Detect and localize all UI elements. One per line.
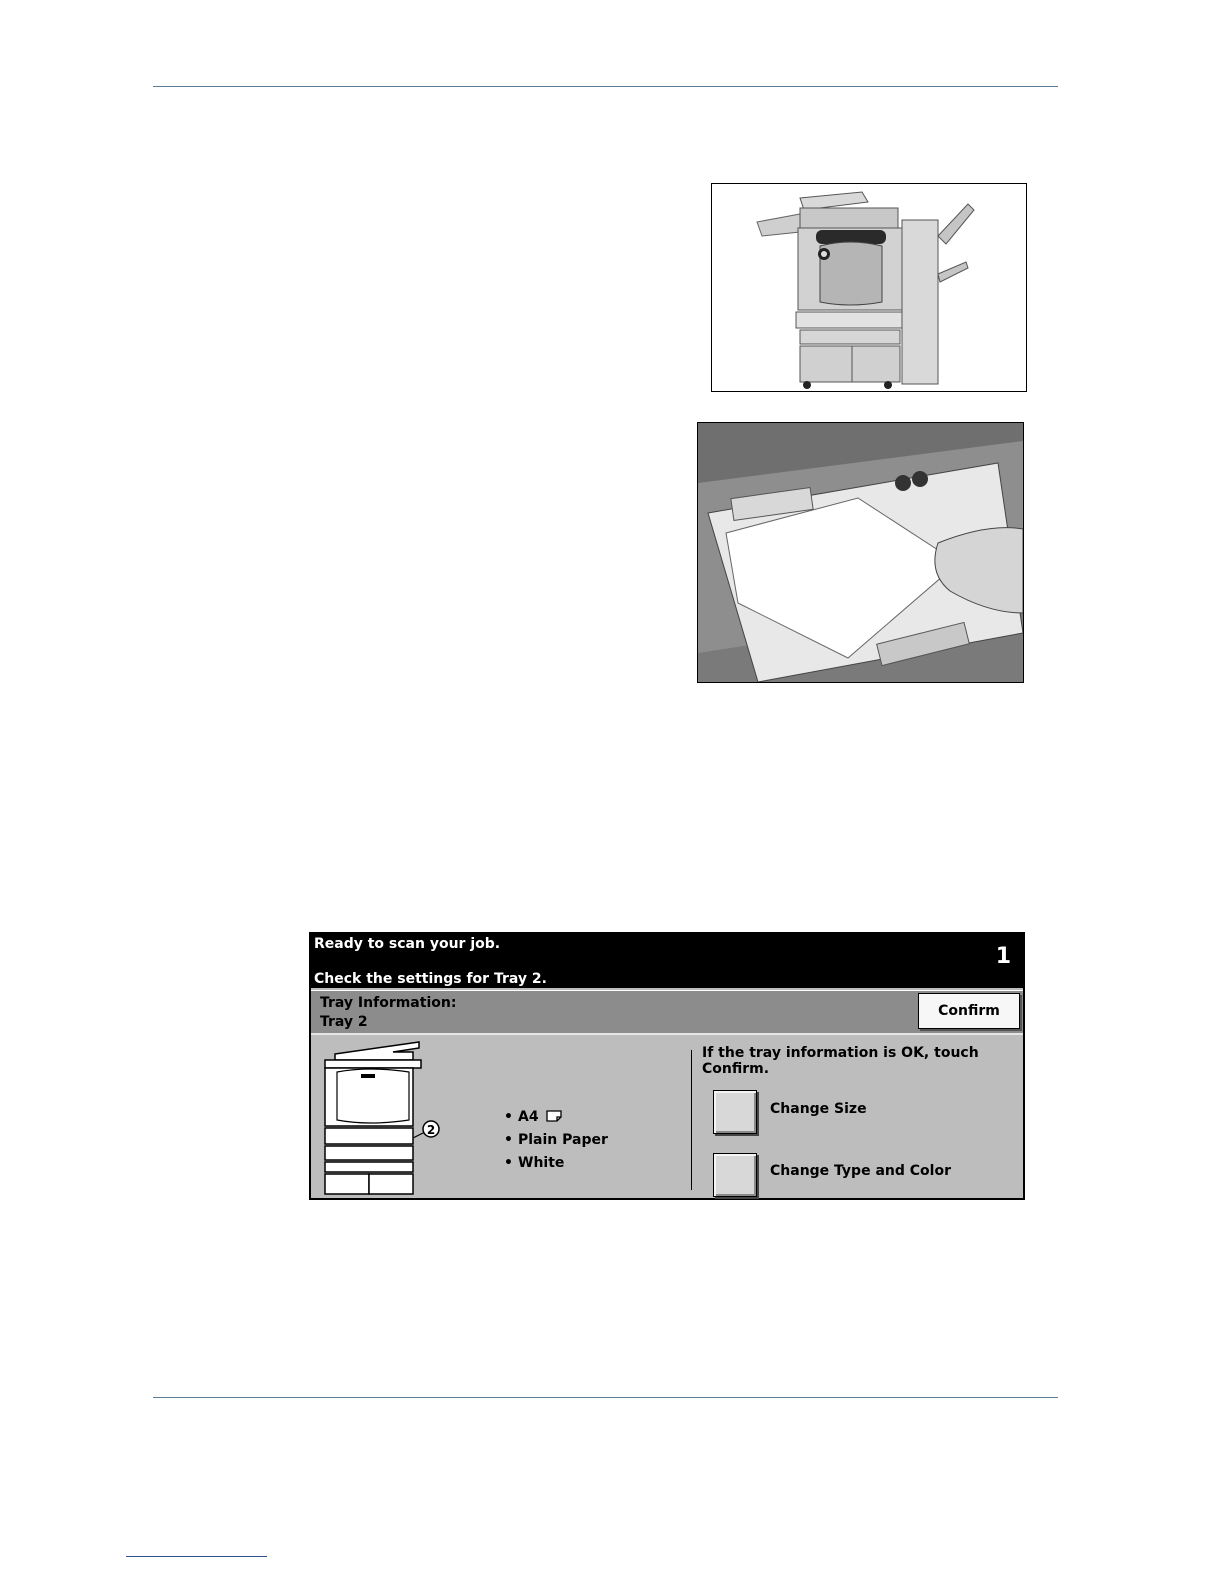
paper-tray-image <box>698 423 1023 682</box>
landscape-orientation-icon <box>546 1110 562 1122</box>
tray-callout-number: 2 <box>426 1123 436 1137</box>
spec-color: • White <box>504 1155 565 1171</box>
header-rule <box>153 86 1058 87</box>
message-bar <box>311 934 1023 988</box>
change-size-button[interactable] <box>713 1090 757 1134</box>
confirm-hint: If the tray information is OK, touch Confirm. <box>702 1045 979 1077</box>
footer-link-underline <box>126 1556 267 1557</box>
job-count: 1 <box>995 944 1011 969</box>
tray-name: Tray 2 <box>320 1014 368 1030</box>
tray-loading-photo <box>697 422 1024 683</box>
change-size-label: Change Size <box>770 1101 867 1117</box>
tray-spec-list <box>504 1106 608 1175</box>
tray-info-title: Tray Information: <box>320 995 457 1011</box>
panel-divider <box>691 1050 692 1190</box>
spec-color-text: White <box>518 1155 565 1171</box>
spec-size-text: A4 <box>518 1109 539 1125</box>
change-type-color-label: Change Type and Color <box>770 1163 951 1179</box>
spec-size: • A4 <box>504 1106 608 1129</box>
tray-info-bar <box>311 990 1023 1035</box>
prompt-message: Check the settings for Tray 2. <box>314 971 547 987</box>
touch-screen-panel <box>309 932 1025 1200</box>
confirm-button[interactable]: Confirm <box>918 993 1020 1029</box>
footer-rule <box>153 1397 1058 1398</box>
spec-type-text: Plain Paper <box>518 1132 608 1148</box>
spec-type: • Plain Paper <box>504 1132 608 1148</box>
machine-photo <box>711 183 1027 392</box>
status-message: Ready to scan your job. <box>314 936 501 952</box>
change-type-color-button[interactable] <box>713 1153 757 1197</box>
printer-tray-diagram-icon <box>321 1040 441 1196</box>
multifunction-printer-image <box>712 184 1026 391</box>
